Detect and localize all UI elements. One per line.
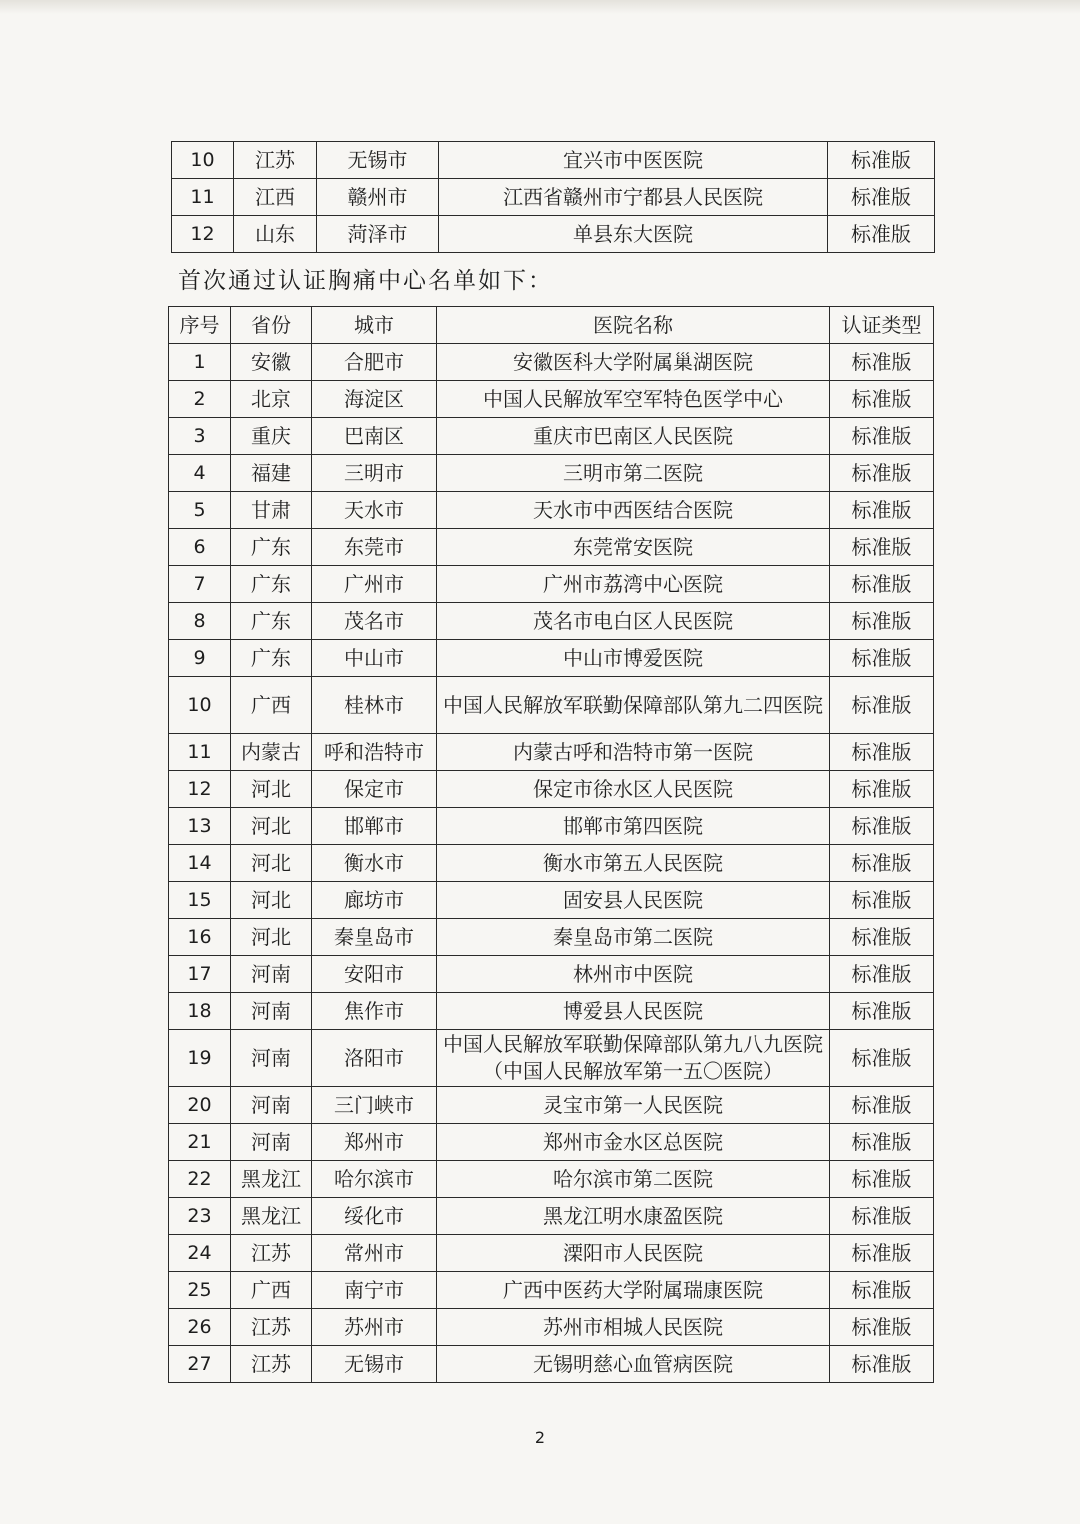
cell-province: 河北 <box>231 808 312 845</box>
cell-province: 广西 <box>231 677 312 734</box>
cell-type: 标准版 <box>830 734 934 771</box>
cell-city: 常州市 <box>312 1235 437 1272</box>
cell-city: 桂林市 <box>312 677 437 734</box>
header-province: 省份 <box>231 307 312 344</box>
cell-hospital: 无锡明慈心血管病医院 <box>437 1346 830 1383</box>
cell-type: 标准版 <box>830 344 934 381</box>
cell-province: 河北 <box>231 771 312 808</box>
cell-hospital: 茂名市电白区人民医院 <box>437 603 830 640</box>
cell-no: 8 <box>169 603 231 640</box>
table-row <box>169 845 934 882</box>
cell-type: 标准版 <box>830 993 934 1030</box>
cell-type: 标准版 <box>830 418 934 455</box>
table-row <box>169 734 934 771</box>
cell-no: 11 <box>169 734 231 771</box>
cell-province: 河北 <box>231 845 312 882</box>
cell-no: 26 <box>169 1309 231 1346</box>
table-row <box>169 566 934 603</box>
cell-no: 17 <box>169 956 231 993</box>
cell-no: 20 <box>169 1087 231 1124</box>
cell-province: 江苏 <box>231 1235 312 1272</box>
cell-province: 黑龙江 <box>231 1198 312 1235</box>
cell-no: 11 <box>172 179 234 216</box>
cell-province: 广东 <box>231 566 312 603</box>
intro-text: 首次通过认证胸痛中心名单如下： <box>178 268 553 294</box>
cell-province: 黑龙江 <box>231 1161 312 1198</box>
cell-type: 标准版 <box>830 677 934 734</box>
cell-city: 秦皇岛市 <box>312 919 437 956</box>
cell-type: 标准版 <box>830 771 934 808</box>
cell-city: 东莞市 <box>312 529 437 566</box>
cell-hospital: 单县东大医院 <box>439 216 828 253</box>
cell-hospital: 重庆市巴南区人民医院 <box>437 418 830 455</box>
cell-city: 天水市 <box>312 492 437 529</box>
cell-no: 7 <box>169 566 231 603</box>
cell-city: 呼和浩特市 <box>312 734 437 771</box>
cell-province: 重庆 <box>231 418 312 455</box>
cell-type: 标准版 <box>830 1198 934 1235</box>
header-no: 序号 <box>169 307 231 344</box>
cell-province: 广西 <box>231 1272 312 1309</box>
cell-no: 19 <box>169 1030 231 1087</box>
cell-hospital: 博爱县人民医院 <box>437 993 830 1030</box>
table-row <box>169 993 934 1030</box>
header-type: 认证类型 <box>830 307 934 344</box>
cell-type: 标准版 <box>830 1309 934 1346</box>
cell-type: 标准版 <box>830 845 934 882</box>
cell-no: 5 <box>169 492 231 529</box>
cell-type: 标准版 <box>830 1272 934 1309</box>
cell-city: 邯郸市 <box>312 808 437 845</box>
cell-province: 河南 <box>231 1087 312 1124</box>
cell-type: 标准版 <box>830 381 934 418</box>
cell-no: 6 <box>169 529 231 566</box>
cell-hospital: 灵宝市第一人民医院 <box>437 1087 830 1124</box>
table-row <box>169 603 934 640</box>
table-row <box>172 216 935 253</box>
cell-hospital: 广西中医药大学附属瑞康医院 <box>437 1272 830 1309</box>
cell-province: 江苏 <box>231 1309 312 1346</box>
table-row <box>169 381 934 418</box>
cell-no: 2 <box>169 381 231 418</box>
cell-city: 焦作市 <box>312 993 437 1030</box>
table-row <box>169 1124 934 1161</box>
table-row <box>169 1087 934 1124</box>
cell-hospital: 哈尔滨市第二医院 <box>437 1161 830 1198</box>
cell-no: 12 <box>169 771 231 808</box>
cell-type: 标准版 <box>830 1030 934 1087</box>
cell-type: 标准版 <box>830 882 934 919</box>
cell-hospital: 东莞常安医院 <box>437 529 830 566</box>
cell-city: 苏州市 <box>312 1309 437 1346</box>
cell-no: 10 <box>172 142 234 179</box>
cell-type: 标准版 <box>830 1346 934 1383</box>
cell-type: 标准版 <box>830 919 934 956</box>
table-row <box>169 1346 934 1383</box>
cell-city: 无锡市 <box>312 1346 437 1383</box>
cell-no: 15 <box>169 882 231 919</box>
cell-type: 标准版 <box>828 142 935 179</box>
cell-hospital: 广州市荔湾中心医院 <box>437 566 830 603</box>
cell-city: 保定市 <box>312 771 437 808</box>
cell-city: 安阳市 <box>312 956 437 993</box>
cell-province: 河南 <box>231 1124 312 1161</box>
cell-city: 三门峡市 <box>312 1087 437 1124</box>
cell-hospital: 中山市博爱医院 <box>437 640 830 677</box>
cell-no: 9 <box>169 640 231 677</box>
cell-city: 南宁市 <box>312 1272 437 1309</box>
table-row <box>169 455 934 492</box>
cell-type: 标准版 <box>830 566 934 603</box>
table-row <box>169 344 934 381</box>
cell-type: 标准版 <box>830 455 934 492</box>
table-row <box>169 529 934 566</box>
cell-hospital: 三明市第二医院 <box>437 455 830 492</box>
new-table-body <box>169 344 934 1383</box>
previous-table-body <box>172 142 935 253</box>
cell-province: 河南 <box>231 1030 312 1087</box>
cell-hospital: 苏州市相城人民医院 <box>437 1309 830 1346</box>
header-hospital: 医院名称 <box>437 307 830 344</box>
cell-hospital: 天水市中西医结合医院 <box>437 492 830 529</box>
cell-province: 广东 <box>231 603 312 640</box>
cell-city: 无锡市 <box>317 142 439 179</box>
cell-city: 衡水市 <box>312 845 437 882</box>
cell-city: 巴南区 <box>312 418 437 455</box>
cell-no: 25 <box>169 1272 231 1309</box>
cell-no: 4 <box>169 455 231 492</box>
cell-city: 中山市 <box>312 640 437 677</box>
cell-type: 标准版 <box>830 603 934 640</box>
cell-type: 标准版 <box>830 956 934 993</box>
cell-type: 标准版 <box>828 216 935 253</box>
cell-province: 山东 <box>234 216 317 253</box>
cell-no: 21 <box>169 1124 231 1161</box>
cell-hospital: 内蒙古呼和浩特市第一医院 <box>437 734 830 771</box>
cell-no: 22 <box>169 1161 231 1198</box>
cell-type: 标准版 <box>830 808 934 845</box>
table-row <box>169 1309 934 1346</box>
table-row <box>169 1272 934 1309</box>
cell-hospital: 秦皇岛市第二医院 <box>437 919 830 956</box>
cell-province: 江西 <box>234 179 317 216</box>
cell-no: 13 <box>169 808 231 845</box>
cell-city: 菏泽市 <box>317 216 439 253</box>
cell-hospital: 中国人民解放军联勤保障部队第九八九医院（中国人民解放军第一五〇医院） <box>437 1030 830 1087</box>
cell-hospital: 衡水市第五人民医院 <box>437 845 830 882</box>
table-row <box>169 882 934 919</box>
cell-no: 27 <box>169 1346 231 1383</box>
cell-hospital: 林州市中医院 <box>437 956 830 993</box>
cell-province: 广东 <box>231 640 312 677</box>
cell-city: 合肥市 <box>312 344 437 381</box>
cell-hospital: 中国人民解放军联勤保障部队第九二四医院 <box>437 677 830 734</box>
cell-hospital: 宜兴市中医医院 <box>439 142 828 179</box>
cell-no: 16 <box>169 919 231 956</box>
cell-type: 标准版 <box>830 492 934 529</box>
cell-no: 3 <box>169 418 231 455</box>
cell-province: 内蒙古 <box>231 734 312 771</box>
cell-no: 12 <box>172 216 234 253</box>
cell-type: 标准版 <box>830 1124 934 1161</box>
cell-province: 河北 <box>231 919 312 956</box>
cell-city: 广州市 <box>312 566 437 603</box>
cell-hospital: 江西省赣州市宁都县人民医院 <box>439 179 828 216</box>
previous-hospital-table <box>171 141 935 253</box>
table-row <box>169 1161 934 1198</box>
cell-city: 廊坊市 <box>312 882 437 919</box>
cell-hospital: 保定市徐水区人民医院 <box>437 771 830 808</box>
table-header-row <box>169 307 934 344</box>
table-row <box>169 418 934 455</box>
cell-province: 江苏 <box>231 1346 312 1383</box>
cell-province: 江苏 <box>234 142 317 179</box>
cell-hospital: 固安县人民医院 <box>437 882 830 919</box>
cell-province: 安徽 <box>231 344 312 381</box>
cell-hospital: 中国人民解放军空军特色医学中心 <box>437 381 830 418</box>
cell-type: 标准版 <box>830 1087 934 1124</box>
cell-city: 洛阳市 <box>312 1030 437 1087</box>
cell-type: 标准版 <box>830 1235 934 1272</box>
cell-type: 标准版 <box>828 179 935 216</box>
cell-province: 甘肃 <box>231 492 312 529</box>
cell-city: 赣州市 <box>317 179 439 216</box>
cell-province: 河北 <box>231 882 312 919</box>
table-row <box>172 179 935 216</box>
cell-hospital: 安徽医科大学附属巢湖医院 <box>437 344 830 381</box>
scan-edge-shadow <box>0 0 1080 14</box>
new-hospital-table <box>168 306 934 1383</box>
cell-no: 14 <box>169 845 231 882</box>
cell-city: 郑州市 <box>312 1124 437 1161</box>
table-row <box>169 677 934 734</box>
table-row <box>169 640 934 677</box>
table-row <box>169 1030 934 1087</box>
cell-no: 10 <box>169 677 231 734</box>
cell-no: 24 <box>169 1235 231 1272</box>
cell-city: 绥化市 <box>312 1198 437 1235</box>
cell-type: 标准版 <box>830 1161 934 1198</box>
cell-hospital: 溧阳市人民医院 <box>437 1235 830 1272</box>
cell-type: 标准版 <box>830 529 934 566</box>
table-row <box>172 142 935 179</box>
cell-hospital: 黑龙江明水康盈医院 <box>437 1198 830 1235</box>
cell-city: 茂名市 <box>312 603 437 640</box>
table-row <box>169 492 934 529</box>
table-row <box>169 808 934 845</box>
cell-province: 福建 <box>231 455 312 492</box>
cell-hospital: 郑州市金水区总医院 <box>437 1124 830 1161</box>
cell-province: 河南 <box>231 993 312 1030</box>
table-row <box>169 919 934 956</box>
header-city: 城市 <box>312 307 437 344</box>
cell-province: 北京 <box>231 381 312 418</box>
table-row <box>169 1235 934 1272</box>
cell-city: 三明市 <box>312 455 437 492</box>
table-row <box>169 956 934 993</box>
cell-city: 哈尔滨市 <box>312 1161 437 1198</box>
cell-no: 23 <box>169 1198 231 1235</box>
cell-city: 海淀区 <box>312 381 437 418</box>
table-row <box>169 771 934 808</box>
page-number: 2 <box>534 1428 546 1447</box>
cell-type: 标准版 <box>830 640 934 677</box>
cell-no: 18 <box>169 993 231 1030</box>
cell-province: 广东 <box>231 529 312 566</box>
cell-hospital: 邯郸市第四医院 <box>437 808 830 845</box>
cell-province: 河南 <box>231 956 312 993</box>
cell-no: 1 <box>169 344 231 381</box>
table-row <box>169 1198 934 1235</box>
